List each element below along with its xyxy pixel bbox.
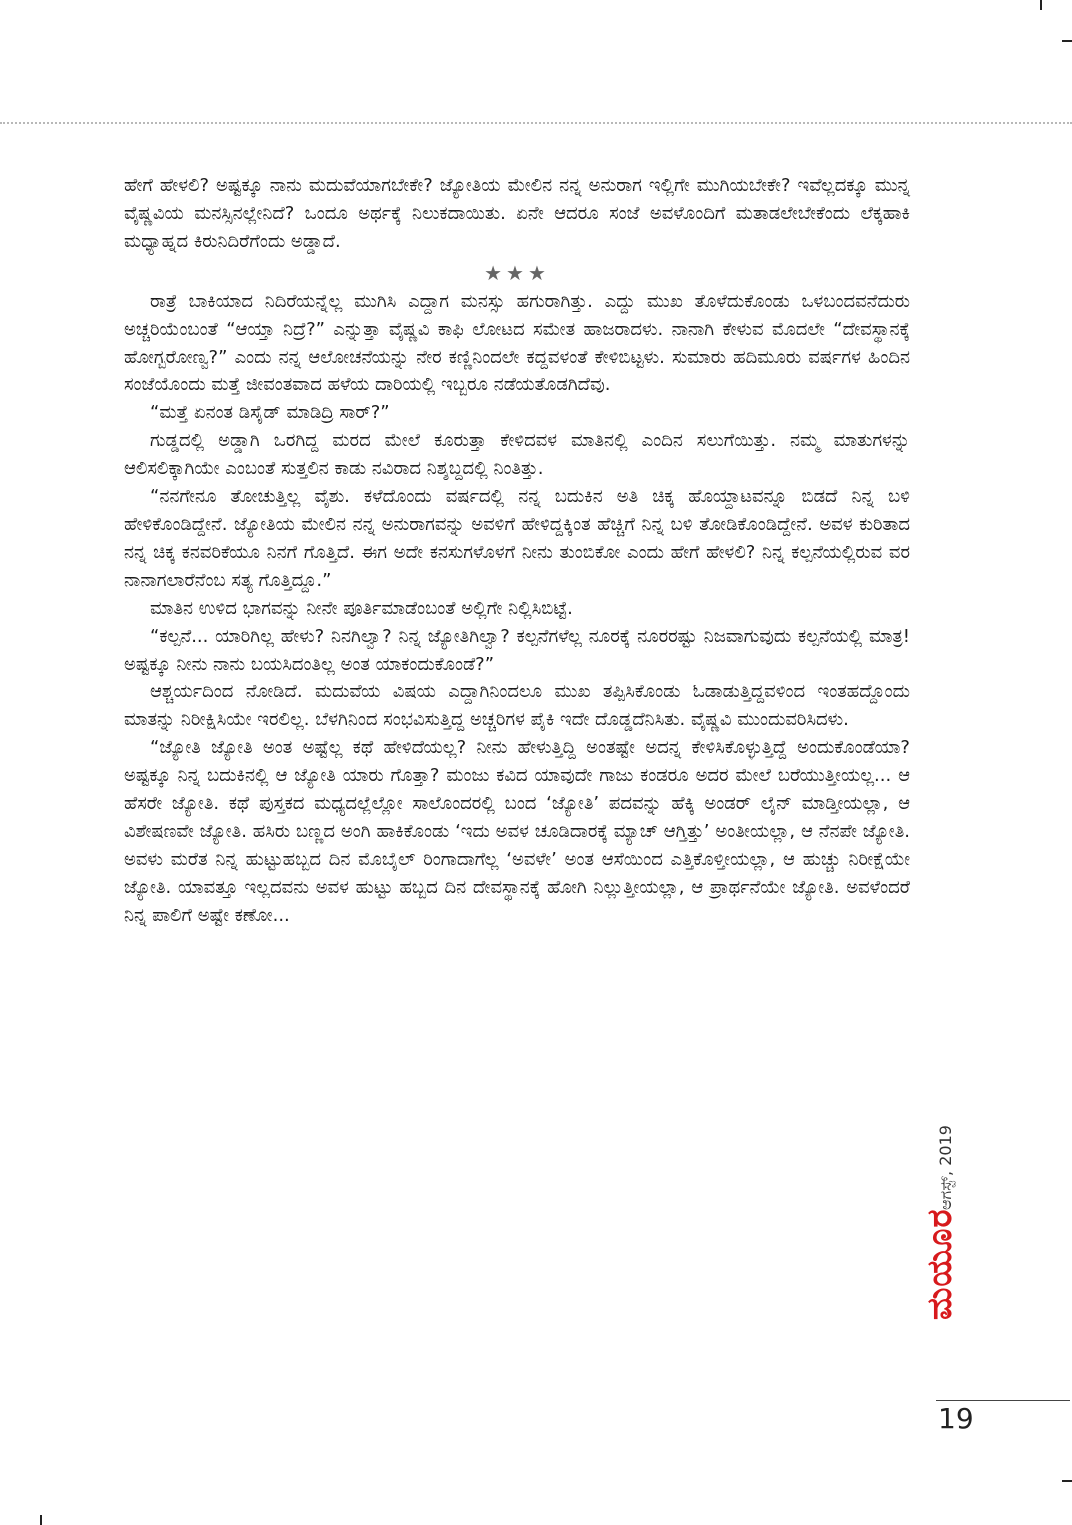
paragraph: ಗುಡ್ಡದಲ್ಲಿ ಅಡ್ಡಾಗಿ ಒರಗಿದ್ದ ಮರದ ಮೇಲೆ ಕೂರುತ್ತಾ ಕೇಳಿದವಳ ಮಾತಿನಲ್ಲಿ ಎಂದಿನ ಸಲುಗೆಯಿತ್ತು. ನಮ್ಮ ಮಾತುಗಳನ್ನು ಆಲಿಸಲಿಕ್ಕಾಗಿಯೇ ಎಂಬಂತೆ ಸುತ್ತಲಿನ ಕಾಡು ನವಿರಾದ ನಿಶ್ಶಬ್ದದಲ್ಲಿ ನಿಂತಿತ್ತು.	[124, 430, 910, 480]
magazine-logo: ಮಯೂರ	[920, 1208, 960, 1320]
paragraph: “ನನಗೇನೂ ತೋಚುತ್ತಿಲ್ಲ ವೈಶು. ಕಳೆದೊಂದು ವರ್ಷದಲ್ಲಿ ನನ್ನ ಬದುಕಿನ ಅತಿ ಚಿಕ್ಕ ಹೊಯ್ದಾಟವನ್ನೂ ಬಿಡದೆ ನಿನ್ನ ಬಳಿ ಹೇಳಿಕೊಂಡಿದ್ದೇನೆ. ಜ್ಯೋತಿಯ ಮೇಲಿನ ನನ್ನ ಅನುರಾಗವನ್ನು ಅವಳಿಗೆ ಹೇಳಿದ್ದಕ್ಕಿಂತ ಹೆಚ್ಚಿಗೆ ನಿನ್ನ ಬಳಿ ತೋಡಿಕೊಂಡಿದ್ದೇನೆ. ಅವಳ ಕುರಿತಾದ ನನ್ನ ಚಿಕ್ಕ ಕನವರಿಕೆಯೂ ನಿನಗೆ ಗೊತ್ತಿದೆ. ಈಗ ಅದೇ ಕನಸುಗಳೊಳಗೆ ನೀನು ತುಂಬಿಕೋ ಎಂದು ಹೇಗೆ ಹೇಳಲಿ? ನಿನ್ನ ಕಲ್ಪನೆಯಲ್ಲಿರುವ ವರ ನಾನಾಗಲಾರೆನೆಂಬ ಸತ್ಯ ಗೊತ್ತಿದ್ದೂ.”	[124, 486, 910, 591]
paragraph: ಹೇಗೆ ಹೇಳಲಿ? ಅಷ್ಟಕ್ಕೂ ನಾನು ಮದುವೆಯಾಗಬೇಕೇ? ಜ್ಯೋತಿಯ ಮೇಲಿನ ನನ್ನ ಅನುರಾಗ ಇಲ್ಲಿಗೇ ಮುಗಿಯಬೇಕೇ? ಇವೆಲ್ಲದಕ್ಕೂ ಮುನ್ನ ವೈಷ್ಣವಿಯ ಮನಸ್ಸಿನಲ್ಲೇನಿದೆ? ಒಂದೂ ಅರ್ಥಕ್ಕೆ ನಿಲುಕದಾಯಿತು. ಏನೇ ಆದರೂ ಸಂಜೆ ಅವಳೊಂದಿಗೆ ಮತಾಡಲೇಬೇಕೆಂದು ಲೆಕ್ಕಹಾಕಿ ಮಧ್ಯಾಹ್ನದ ಕಿರುನಿದಿರೆಗೆಂದು ಅಡ್ಡಾದೆ.	[124, 175, 910, 252]
paragraph: ಆಶ್ಚರ್ಯದಿಂದ ನೋಡಿದೆ. ಮದುವೆಯ ವಿಷಯ ಎದ್ದಾಗಿನಿಂದಲೂ ಮುಖ ತಪ್ಪಿಸಿಕೊಂಡು ಓಡಾಡುತ್ತಿದ್ದವಳಿಂದ ಇಂತಹದ್ದೊಂದು ಮಾತನ್ನು ನಿರೀಕ್ಷಿಸಿಯೇ ಇರಲಿಲ್ಲ. ಬೆಳಗಿನಿಂದ ಸಂಭವಿಸುತ್ತಿದ್ದ ಅಚ್ಚರಿಗಳ ಪೈಕಿ ಇದೇ ದೊಡ್ಡದೆನಿಸಿತು. ವೈಷ್ಣವಿ ಮುಂದುವರಿಸಿದಳು.	[124, 681, 910, 731]
paragraph: ಮಾತಿನ ಉಳಿದ ಭಾಗವನ್ನು ನೀನೇ ಪೂರ್ತಿಮಾಡೆಂಬಂತೆ ಅಲ್ಲಿಗೇ ನಿಲ್ಲಿಸಿಬಿಟ್ಟೆ.	[150, 597, 573, 619]
paragraph: “ಕಲ್ಪನೆ... ಯಾರಿಗಿಲ್ಲ ಹೇಳು? ನಿನಗಿಲ್ವಾ? ನಿನ್ನ ಜ್ಯೋತಿಗಿಲ್ವಾ? ಕಲ್ಪನೆಗಳೆಲ್ಲ ನೂರಕ್ಕೆ ನೂರರಷ್ಟು ನಿಜವಾಗುವುದು ಕಲ್ಪನೆಯಲ್ಲಿ ಮಾತ್ರ! ಅಷ್ಟಕ್ಕೂ ನೀನು ನಾನು ಬಯಸಿದಂತಿಲ್ಲ ಅಂತ ಯಾಕಂದುಕೊಂಡೆ?”	[124, 625, 910, 675]
crop-mark-bottom-left	[40, 1515, 42, 1525]
story-text	[124, 172, 910, 930]
section-separator: ★★★	[484, 260, 550, 285]
paragraph: “ಮತ್ತೆ ಏನಂತ ಡಿಸೈಡ್ ಮಾಡಿದ್ರಿ ಸಾರ್?”	[150, 402, 390, 424]
crop-mark-right-bottom	[1062, 1480, 1072, 1482]
dotted-divider	[0, 122, 1072, 124]
page-number: 19	[938, 1402, 974, 1435]
crop-mark-top	[1040, 0, 1042, 10]
paragraph: “ಜ್ಯೋತಿ ಜ್ಯೋತಿ ಅಂತ ಅಷ್ಟೆಲ್ಲ ಕಥೆ ಹೇಳಿದೆಯಲ್ಲ? ನೀನು ಹೇಳುತ್ತಿದ್ದಿ ಅಂತಷ್ಟೇ ಅದನ್ನ ಕೇಳಿಸಿಕೊಳ್ಳುತ್ತಿದ್ದೆ ಅಂದುಕೊಂಡೆಯಾ? ಅಷ್ಟಕ್ಕೂ ನಿನ್ನ ಬದುಕಿನಲ್ಲಿ ಆ ಜ್ಯೋತಿ ಯಾರು ಗೊತ್ತಾ? ಮಂಜು ಕವಿದ ಯಾವುದೇ ಗಾಜು ಕಂಡರೂ ಅದರ ಮೇಲೆ ಬರೆಯುತ್ತೀಯಲ್ಲ... ಆ ಹೆಸರೇ ಜ್ಯೋತಿ. ಕಥೆ ಪುಸ್ತಕದ ಮಧ್ಯದಲ್ಲೆಲ್ಲೋ ಸಾಲೊಂದರಲ್ಲಿ ಬಂದ ‘ಜ್ಯೋತಿ’ ಪದವನ್ನು ಹೆಕ್ಕಿ ಅಂಡರ್ ಲೈನ್ ಮಾಡ್ತೀಯಲ್ಲಾ, ಆ ವಿಶೇಷಣವೇ ಜ್ಯೋತಿ. ಹಸಿರು ಬಣ್ಣದ ಅಂಗಿ ಹಾಕಿಕೊಂಡು ‘ಇದು ಅವಳ ಚೂಡಿದಾರಕ್ಕೆ ಮ್ಯಾಚ್ ಆಗ್ತಿತ್ತು’ ಅಂತೀಯಲ್ಲಾ, ಆ ನೆನಪೇ ಜ್ಯೋತಿ. ಅವಳು ಮರೆತ ನಿನ್ನ ಹುಟ್ಟುಹಬ್ಬದ ದಿನ ಮೊಬೈಲ್ ರಿಂಗಾದಾಗೆಲ್ಲ ‘ಅವಳೇ’ ಅಂತ ಆಸೆಯಿಂದ ಎತ್ತಿಕೊಳ್ತೀಯಲ್ಲಾ, ಆ ಹುಚ್ಚು ನಿರೀಕ್ಷೆಯೇ ಜ್ಯೋತಿ. ಯಾವತ್ತೂ ಇಲ್ಲದವನು ಅವಳ ಹುಟ್ಟು ಹಬ್ಬದ ದಿನ ದೇವಸ್ಥಾನಕ್ಕೆ ಹೋಗಿ ನಿಲ್ಲುತ್ತೀಯಲ್ಲಾ, ಆ ಪ್ರಾರ್ಥನೆಯೇ ಜ್ಯೋತಿ. ಅವಳೆಂದರೆ ನಿನ್ನ ಪಾಲಿಗೆ ಅಷ್ಟೇ ಕಣೋ...	[124, 737, 910, 926]
paragraph: ರಾತ್ರೆ ಬಾಕಿಯಾದ ನಿದಿರೆಯನ್ನೆಲ್ಲ ಮುಗಿಸಿ ಎದ್ದಾಗ ಮನಸ್ಸು ಹಗುರಾಗಿತ್ತು. ಎದ್ದು ಮುಖ ತೊಳೆದುಕೊಂಡು ಒಳಬಂದವನೆದುರು ಅಚ್ಚರಿಯೆಂಬಂತೆ “ಆಯ್ತಾ ನಿದ್ರೆ?” ಎನ್ನುತ್ತಾ ವೈಷ್ಣವಿ ಕಾಫಿ ಲೋಟದ ಸಮೇತ ಹಾಜರಾದಳು. ನಾನಾಗಿ ಕೇಳುವ ಮೊದಲೇ “ದೇವಸ್ಥಾನಕ್ಕೆ ಹೋಗ್ಬರೋಣ್ವ?” ಎಂದು ನನ್ನ ಆಲೋಚನೆಯನ್ನು ನೇರ ಕಣ್ಣಿನಿಂದಲೇ ಕದ್ದವಳಂತೆ ಕೇಳಿಬಿಟ್ಟಳು. ಸುಮಾರು ಹದಿಮೂರು ವರ್ಷಗಳ ಹಿಂದಿನ ಸಂಜೆಯೊಂದು ಮತ್ತೆ ಜೀವಂತವಾದ ಹಳೆಯ ದಾರಿಯಲ್ಲಿ ಇಬ್ಬರೂ ನಡೆಯತೊಡಗಿದೆವು.	[124, 290, 910, 396]
page-number-rule	[936, 1400, 1070, 1401]
crop-mark-right-top	[1062, 40, 1072, 42]
issue-date: ಆಗಸ್ಟ್, 2019	[936, 1125, 955, 1210]
